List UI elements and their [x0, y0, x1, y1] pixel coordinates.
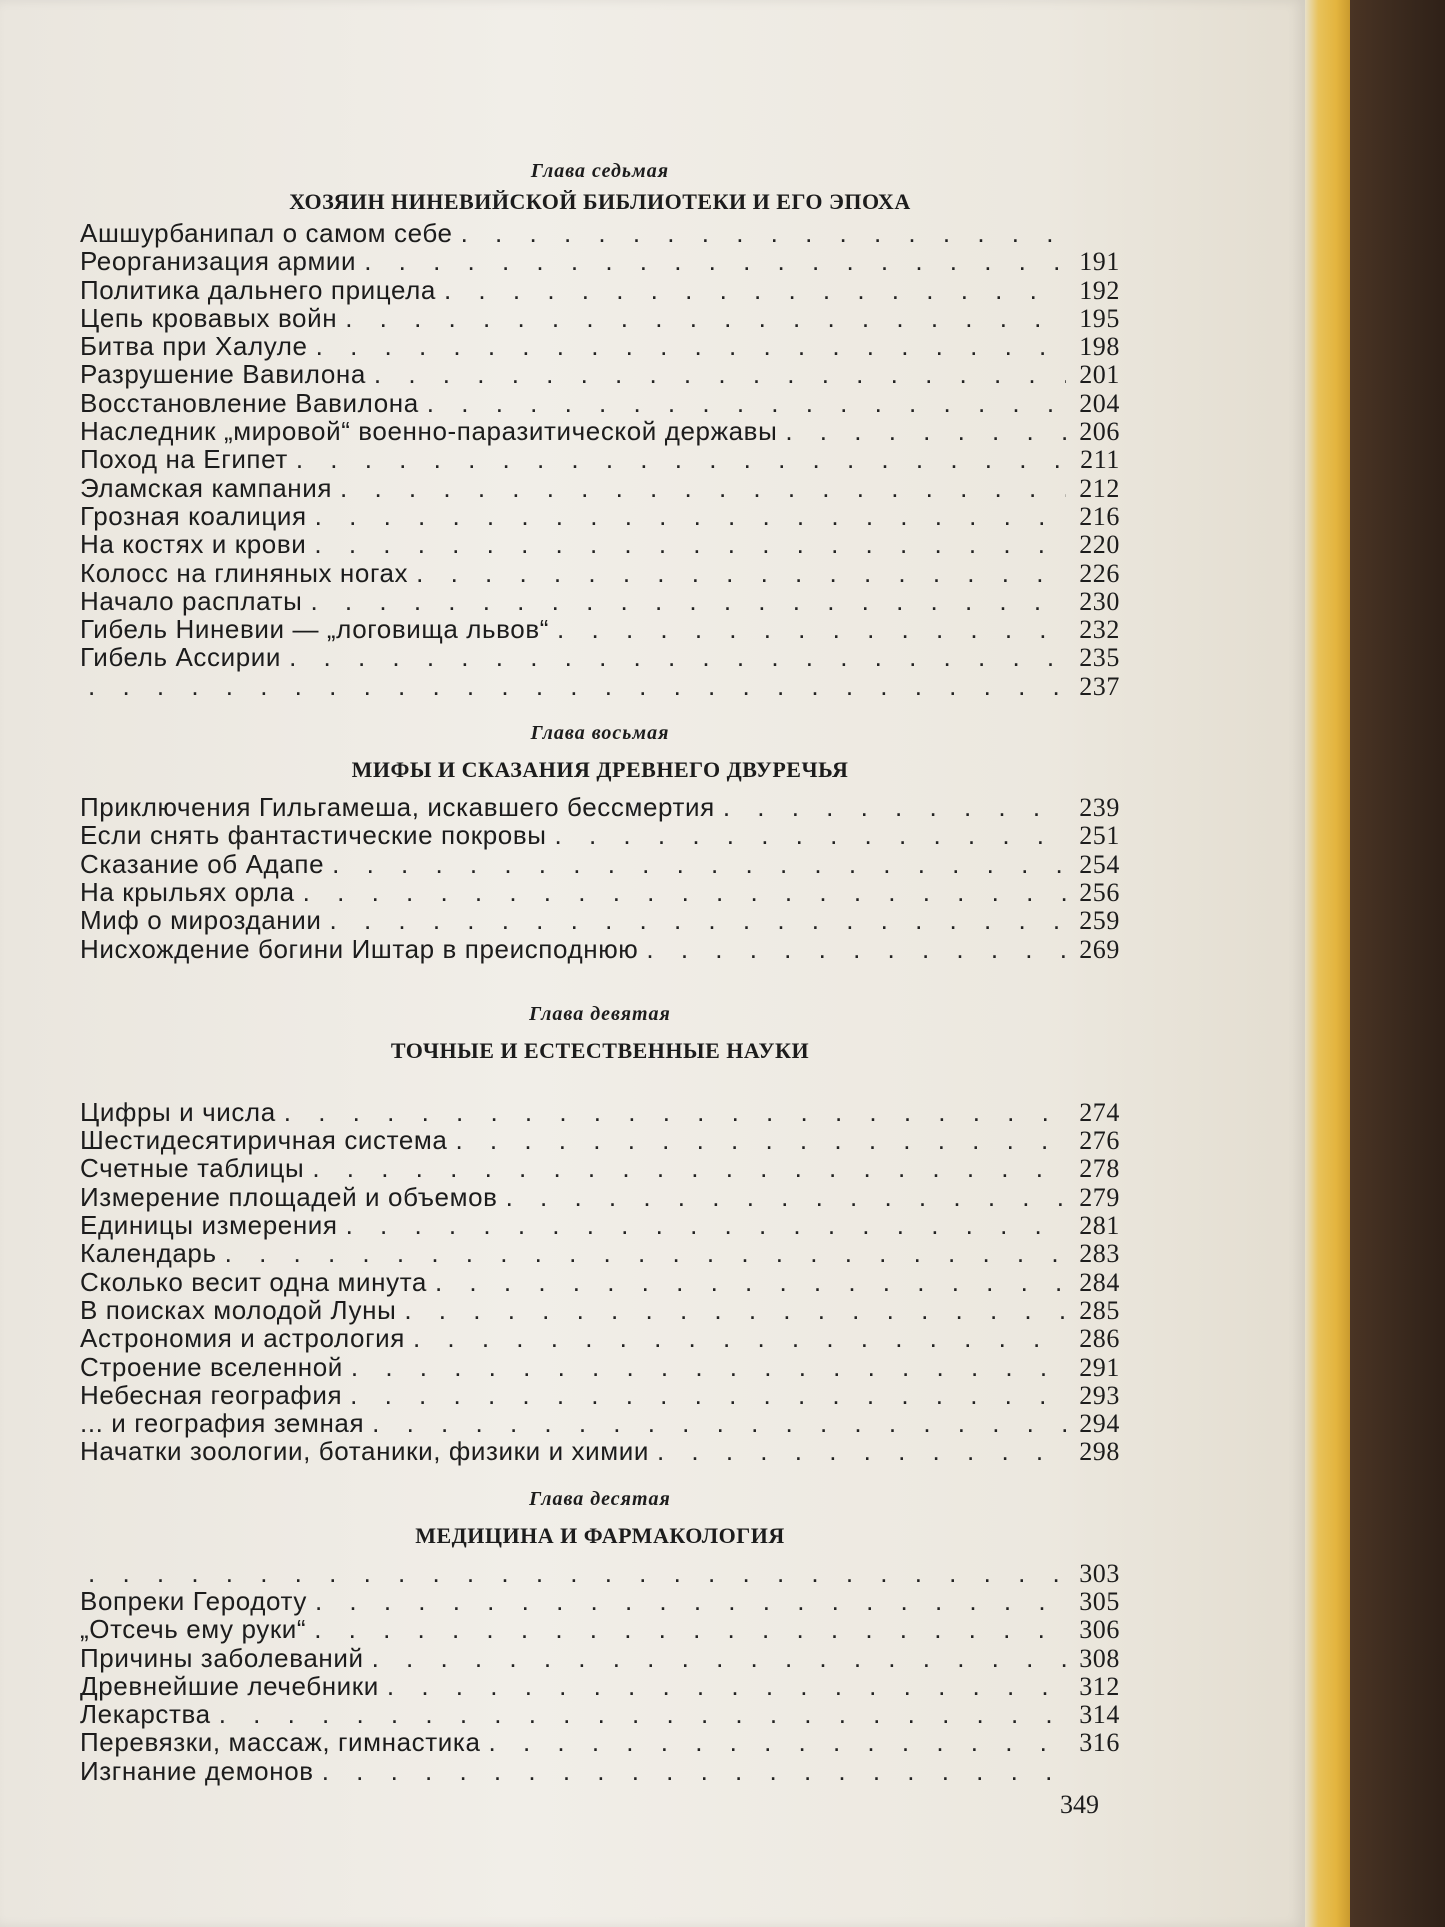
- entry-page: 191: [1079, 247, 1120, 277]
- entry-page: 316: [1079, 1728, 1120, 1758]
- toc-entry: [80, 417, 1120, 445]
- toc-entry: [80, 587, 1120, 615]
- dot-leader: [404, 1296, 1066, 1324]
- entry-title: Начатки зоологии, ботаники, физики и химии: [80, 1436, 649, 1467]
- entry-page: 237: [1079, 671, 1120, 701]
- toc-entry: [80, 1239, 1120, 1267]
- toc-entry: [80, 821, 1120, 849]
- toc-entry: [80, 1211, 1120, 1239]
- toc-entry: [80, 1587, 1120, 1615]
- toc-entry: [80, 1381, 1120, 1409]
- entry-page: 195: [1079, 303, 1120, 333]
- entry-title: Строение вселенной: [80, 1351, 343, 1382]
- toc-entry: [80, 1728, 1120, 1756]
- dot-leader: [489, 1728, 1066, 1756]
- chapter-title: МЕДИЦИНА И ФАРМАКОЛОГИЯ: [415, 1522, 785, 1548]
- toc-entry: [80, 1559, 1120, 1587]
- dot-leader: [289, 643, 1066, 671]
- toc-entry: [80, 615, 1120, 643]
- chapter-title: ХОЗЯИН НИНЕВИЙСКОЙ БИБЛИОТЕКИ И ЕГО ЭПОХА: [289, 189, 911, 214]
- entry-title: Календарь: [80, 1238, 217, 1269]
- entry-page: 278: [1079, 1154, 1120, 1184]
- toc-entry: [80, 247, 1120, 275]
- entry-page: 201: [1079, 360, 1120, 390]
- entry-title: Причины заболеваний: [80, 1642, 364, 1673]
- entry-page: 298: [1079, 1437, 1120, 1467]
- dot-leader: [332, 850, 1066, 878]
- chapter-label: Глава девятая: [529, 1002, 671, 1025]
- dot-leader: [303, 878, 1066, 906]
- dot-leader: [314, 530, 1066, 558]
- toc-entry: [80, 1409, 1120, 1437]
- entry-title: Политика дальнего прицела: [80, 274, 436, 305]
- dot-leader: [350, 1381, 1066, 1409]
- dot-leader: [296, 445, 1066, 473]
- entry-page: 283: [1079, 1239, 1120, 1269]
- toc-entry: [80, 1154, 1120, 1182]
- entry-page: 235: [1079, 643, 1120, 673]
- chapter-title: ТОЧНЫЕ И ЕСТЕСТВЕННЫЕ НАУКИ: [390, 1037, 810, 1063]
- entry-page: 211: [1080, 445, 1120, 475]
- entry-page: 269: [1079, 934, 1120, 964]
- entry-page: 212: [1079, 473, 1120, 503]
- toc-entry: [80, 935, 1120, 963]
- dot-leader: [555, 821, 1066, 849]
- toc-entry: [80, 502, 1120, 530]
- toc-entry: [80, 304, 1120, 332]
- entry-title: Если снять фантастические покровы: [80, 820, 547, 851]
- page-number: 349: [1060, 1790, 1099, 1819]
- entry-list: [80, 793, 1120, 963]
- entry-page: 303: [1079, 1558, 1120, 1588]
- entry-page: 286: [1079, 1324, 1120, 1354]
- entry-page: 232: [1079, 615, 1120, 645]
- entry-title: Битва при Халуле: [80, 331, 308, 362]
- entry-title: На крыльях орла: [80, 876, 295, 907]
- entry-title: ... и география земная: [80, 1408, 365, 1439]
- toc-entry: [80, 1757, 1120, 1785]
- dot-leader: [372, 1644, 1066, 1672]
- entry-page: 285: [1079, 1295, 1120, 1325]
- dot-leader: [310, 587, 1066, 615]
- toc-entry: [80, 1615, 1120, 1643]
- dot-leader: [387, 1672, 1066, 1700]
- entry-title: Цепь кровавых войн: [80, 302, 338, 333]
- entry-title: Колосс на глиняных ногах: [80, 557, 409, 588]
- dot-leader: [351, 1353, 1066, 1381]
- chapter-nine: [80, 1003, 1120, 1466]
- entry-page: 306: [1079, 1615, 1120, 1645]
- dot-leader: [427, 389, 1066, 417]
- entry-title: Грозная коалиция: [80, 500, 307, 531]
- dot-leader: [88, 1559, 1066, 1587]
- toc-entry: [80, 643, 1120, 671]
- entry-page: 230: [1079, 586, 1120, 616]
- dot-leader: [88, 672, 1066, 700]
- dot-leader: [340, 474, 1066, 502]
- entry-title: Ашшурбанипал о самом себе: [80, 218, 453, 248]
- chapter-label: Глава седьмая: [530, 160, 670, 182]
- dot-leader: [314, 1615, 1066, 1643]
- entry-title: Вопреки Геродоту: [80, 1585, 307, 1616]
- entry-title: Небесная география: [80, 1379, 343, 1410]
- entry-title: Начало расплаты: [80, 585, 303, 616]
- page-stack-edge: [1305, 0, 1350, 1927]
- toc-entry: [80, 1672, 1120, 1700]
- dot-leader: [461, 219, 1066, 247]
- toc-entry: [80, 1183, 1120, 1211]
- dot-leader: [315, 502, 1066, 530]
- entry-page: 198: [1079, 332, 1120, 362]
- entry-title: Эламская кампания: [80, 472, 333, 503]
- dot-leader: [506, 1183, 1066, 1211]
- dot-leader: [219, 1700, 1066, 1728]
- entry-page: 206: [1079, 417, 1120, 447]
- entry-page: 291: [1079, 1352, 1120, 1382]
- entry-page: 254: [1079, 849, 1120, 879]
- entry-page: 305: [1079, 1586, 1120, 1616]
- chapter-label: Глава восьмая: [530, 722, 670, 745]
- entry-page: 314: [1079, 1700, 1120, 1730]
- entry-title: Наследник „мировой“ военно-паразитической державы: [80, 416, 778, 447]
- chapter-ten: [80, 1488, 1120, 1785]
- toc-entry: [80, 1126, 1120, 1154]
- entry-page: 294: [1079, 1409, 1120, 1439]
- toc-entry: [80, 1437, 1120, 1465]
- entry-title: Разрушение Вавилона: [80, 359, 366, 390]
- entry-title: Гибель Ниневии — „логовища львов“: [80, 614, 550, 645]
- toc-entry: [80, 1268, 1120, 1296]
- dot-leader: [322, 1757, 1066, 1785]
- entry-page: 239: [1079, 793, 1120, 823]
- chapter-seven: [80, 160, 1120, 700]
- toc-entry: [80, 360, 1120, 388]
- toc-entry: [80, 878, 1120, 906]
- entry-title: Шестидесятиричная система: [80, 1125, 448, 1156]
- entry-list: [80, 219, 1120, 700]
- toc-entry: [80, 474, 1120, 502]
- entry-title: Астрономия и астрология: [80, 1323, 405, 1354]
- entry-title: Сказание об Адапе: [80, 848, 325, 879]
- entry-title: Миф о мироздании: [80, 905, 322, 936]
- toc-entry: [80, 672, 1120, 700]
- entry-title: Цифры и числа: [80, 1096, 276, 1127]
- toc-entry: [80, 1644, 1120, 1672]
- dot-leader: [557, 615, 1066, 643]
- entry-title: Изгнание демонов: [80, 1755, 314, 1786]
- toc-entry: [80, 219, 1120, 247]
- entry-page: 256: [1079, 877, 1120, 907]
- toc-entry: [80, 445, 1120, 473]
- dot-leader: [455, 1126, 1066, 1154]
- table-surface: [1350, 0, 1445, 1927]
- entry-page: 276: [1079, 1126, 1120, 1156]
- entry-list: [80, 1098, 1120, 1466]
- dot-leader: [330, 906, 1067, 934]
- entry-page: 251: [1079, 821, 1120, 851]
- chapter-title: МИФЫ И СКАЗАНИЯ ДРЕВНЕГО ДВУРЕЧЬЯ: [351, 757, 849, 783]
- dot-leader: [284, 1098, 1066, 1126]
- toc-entry: [80, 1098, 1120, 1126]
- toc-entry: [80, 559, 1120, 587]
- dot-leader: [316, 332, 1066, 360]
- entry-title: Поход на Египет: [80, 444, 288, 475]
- entry-page: 259: [1079, 906, 1120, 936]
- toc-entry: [80, 389, 1120, 417]
- dot-leader: [646, 935, 1066, 963]
- entry-title: На костях и крови: [80, 529, 307, 560]
- entry-page: 226: [1079, 558, 1120, 588]
- table-of-contents: [80, 160, 1120, 1785]
- toc-entry: [80, 850, 1120, 878]
- entry-page: 308: [1079, 1643, 1120, 1673]
- entry-title: Реорганизация армии: [80, 246, 357, 277]
- entry-page: 274: [1079, 1097, 1120, 1127]
- chapter-label: Глава десятая: [529, 1487, 671, 1510]
- entry-title: Нисхождение богини Иштар в преисподнюю: [80, 933, 639, 964]
- entry-page: 216: [1079, 501, 1120, 531]
- toc-entry: [80, 793, 1120, 821]
- dot-leader: [364, 247, 1066, 275]
- toc-entry: [80, 332, 1120, 360]
- dot-leader: [435, 1268, 1066, 1296]
- entry-list: [80, 1559, 1120, 1785]
- dot-leader: [345, 304, 1066, 332]
- dot-leader: [315, 1587, 1066, 1615]
- entry-title: Гибель Ассирии: [80, 642, 282, 673]
- entry-title: Приключения Гильгамеша, искавшего бессмертия: [80, 792, 715, 823]
- entry-page: 284: [1079, 1267, 1120, 1297]
- entry-page: 204: [1079, 388, 1120, 418]
- dot-leader: [413, 1324, 1066, 1352]
- entry-title: Единицы измерения: [80, 1210, 338, 1241]
- dot-leader: [657, 1437, 1066, 1465]
- entry-page: 220: [1079, 530, 1120, 560]
- entry-page: 293: [1079, 1380, 1120, 1410]
- toc-entry: [80, 1700, 1120, 1728]
- dot-leader: [374, 360, 1066, 388]
- entry-title: „Отсечь ему руки“: [80, 1614, 307, 1645]
- entry-title: Сколько весит одна минута: [80, 1266, 427, 1297]
- dot-leader: [444, 276, 1066, 304]
- dot-leader: [372, 1409, 1066, 1437]
- toc-entry: [80, 530, 1120, 558]
- toc-entry: [80, 1324, 1120, 1352]
- entry-title: Счетные таблицы: [80, 1153, 305, 1184]
- dot-leader: [312, 1154, 1066, 1182]
- dot-leader: [723, 793, 1066, 821]
- dot-leader: [785, 417, 1066, 445]
- entry-page: 192: [1079, 275, 1120, 305]
- entry-title: Измерение площадей и объемов: [80, 1181, 498, 1212]
- entry-title: Перевязки, массаж, гимнастика: [80, 1727, 481, 1758]
- dot-leader: [225, 1239, 1066, 1267]
- toc-entry: [80, 906, 1120, 934]
- entry-page: 281: [1079, 1211, 1120, 1241]
- toc-entry: [80, 1296, 1120, 1324]
- entry-page: 279: [1079, 1182, 1120, 1212]
- dot-leader: [346, 1211, 1066, 1239]
- dot-leader: [416, 559, 1066, 587]
- entry-title: В поисках молодой Луны: [80, 1294, 397, 1325]
- toc-entry: [80, 1353, 1120, 1381]
- entry-title: Лекарства: [80, 1699, 211, 1730]
- entry-title: Древнейшие лечебники: [80, 1670, 379, 1701]
- entry-title: Восстановление Вавилона: [80, 387, 419, 418]
- entry-page: 312: [1079, 1671, 1120, 1701]
- chapter-eight: [80, 722, 1120, 963]
- toc-entry: [80, 276, 1120, 304]
